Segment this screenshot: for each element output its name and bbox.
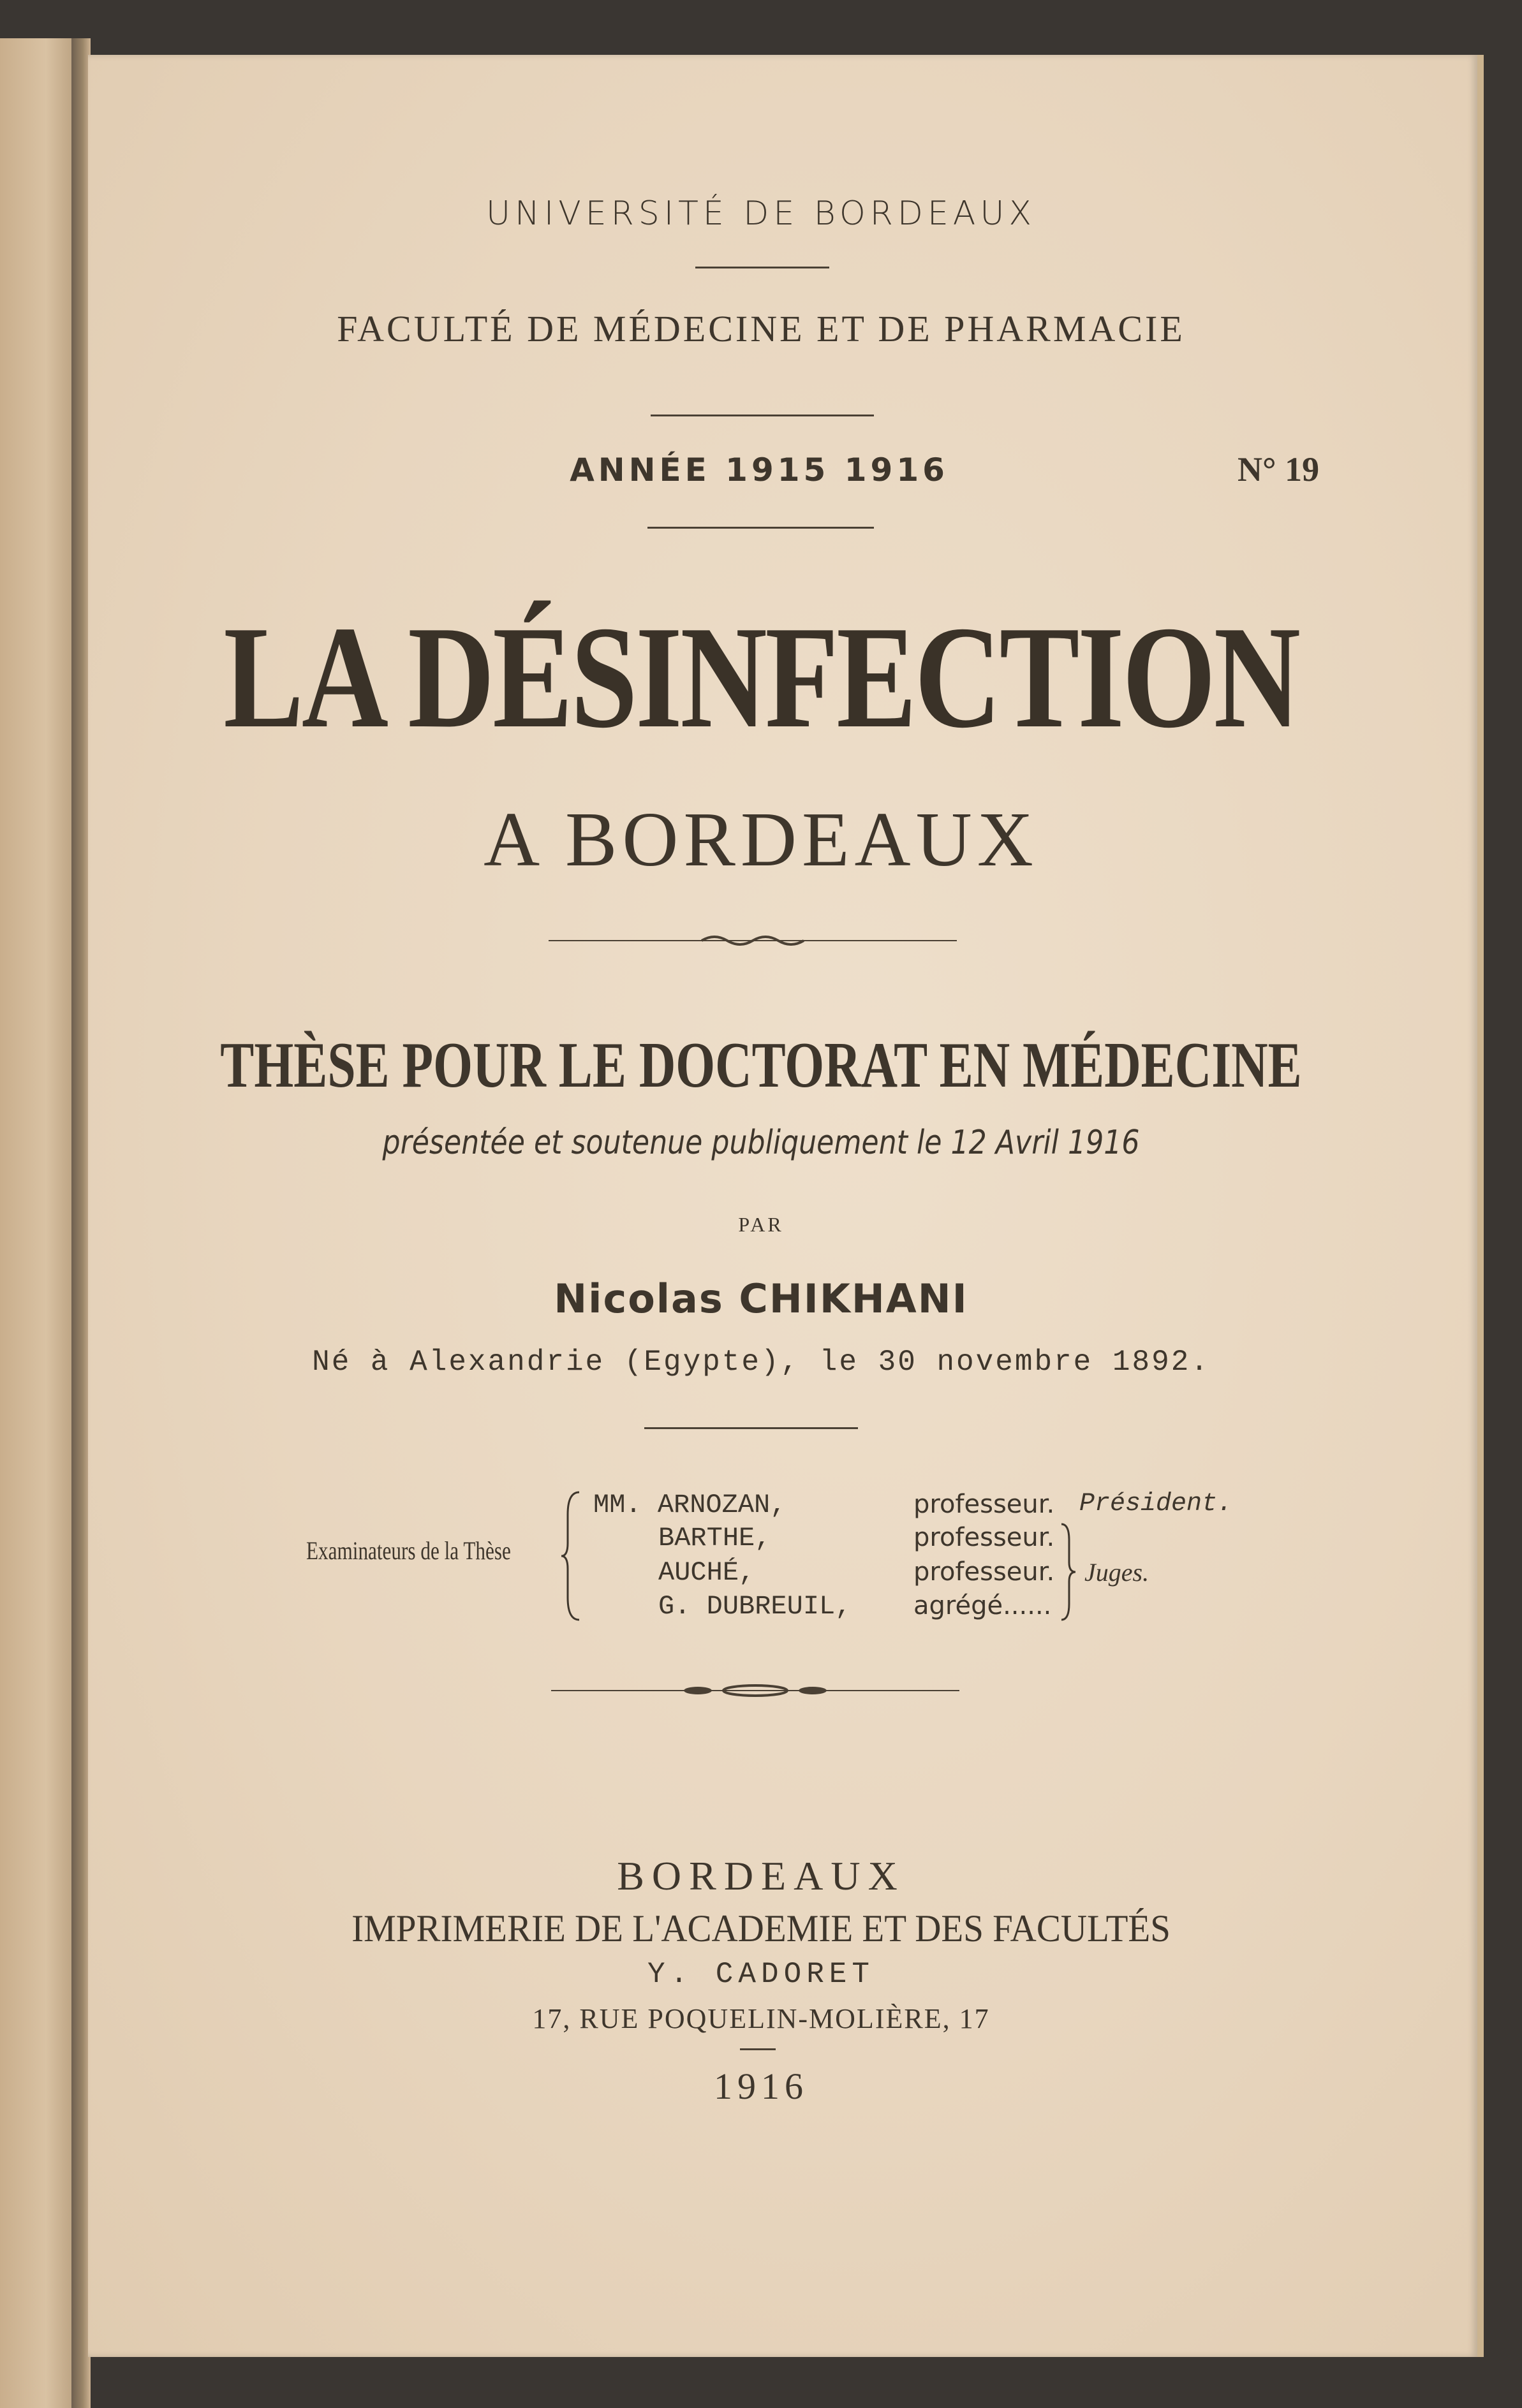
rule-3 (647, 527, 874, 529)
left-brace (560, 1489, 586, 1623)
presented-line: présentée et soutenue publiquement le 12 Avril 1916 (382, 1124, 1140, 1162)
thesis-heading: THÈSE POUR LE DOCTORAT EN MÉDECINE (220, 1029, 1302, 1101)
imprint-printer: IMPRIMERIE DE L'ACADEMIE ET DES FACULTÉS (351, 1907, 1171, 1949)
rule-1 (695, 267, 829, 268)
examiner-rank-1: professeur. (913, 1490, 1055, 1519)
thesis-number: N° 19 (1238, 450, 1320, 488)
par-label: PAR (738, 1213, 784, 1236)
examiner-rank-2: professeur. (913, 1523, 1055, 1552)
examiner-role-president: Président. (1079, 1490, 1233, 1518)
imprint-year: 1916 (714, 2066, 808, 2107)
rule-2 (651, 415, 874, 416)
examiner-role-juges: Juges. (1084, 1558, 1149, 1587)
examiner-name-2: BARTHE, (658, 1523, 771, 1553)
subtitle: A BORDEAUX (484, 797, 1038, 883)
examiner-name-3: AUCHÉ, (658, 1557, 755, 1588)
right-brace (1059, 1521, 1078, 1623)
imprint-address: 17, RUE POQUELIN-MOLIÈRE, 17 (532, 2003, 990, 2034)
ornament-divider-1 (549, 931, 957, 950)
examiner-name-4: G. DUBREUIL, (658, 1591, 852, 1622)
imprint-city: BORDEAUX (617, 1853, 905, 1898)
author-name: Nicolas CHIKHANI (554, 1275, 968, 1322)
examiner-rank-4: agrégé...... (913, 1591, 1052, 1620)
imprint-owner: Y. CADORET (647, 1958, 875, 1991)
rule-4 (644, 1427, 858, 1429)
ornament-divider-2 (551, 1681, 959, 1700)
rule-5 (740, 2048, 776, 2050)
birth-line: Né à Alexandrie (Egypte), le 30 novembre 1892. (312, 1346, 1210, 1379)
examiner-rank-3: professeur. (913, 1557, 1055, 1587)
main-title: LA DÉSINFECTION (223, 596, 1299, 758)
faculty-name: FACULTÉ DE MÉDECINE ET DE PHARMACIE (337, 308, 1185, 349)
university-name: UNIVERSITÉ DE BORDEAUX (485, 195, 1037, 233)
examiners-label: Examinateurs de la Thèse (306, 1536, 511, 1565)
academic-year: ANNÉE 1915 1916 (570, 452, 949, 488)
examiner-name-1: MM. ARNOZAN, (593, 1490, 787, 1520)
